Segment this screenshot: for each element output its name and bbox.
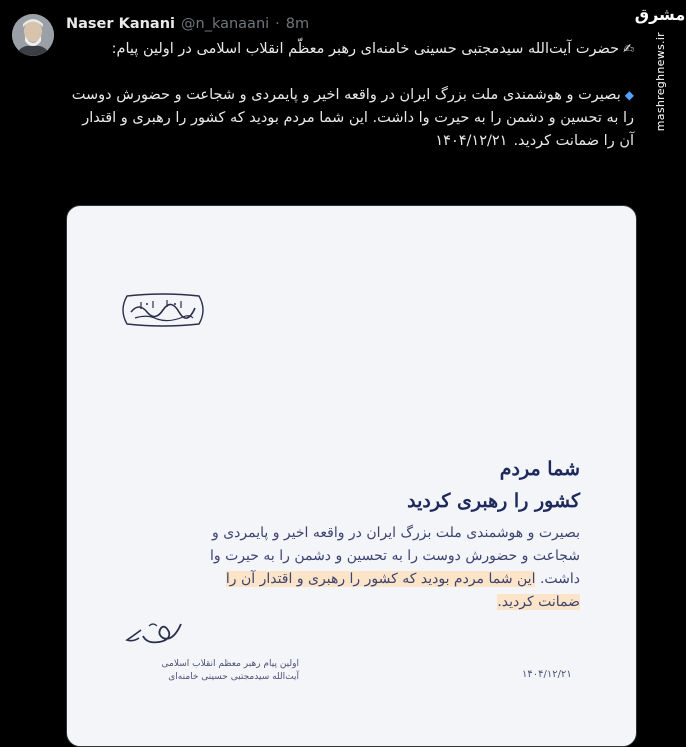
signature-icon — [119, 616, 189, 650]
writing-hand-icon: ✍ — [623, 42, 634, 57]
site-watermark — [634, 5, 686, 132]
tweet-header — [66, 14, 309, 34]
card-footer-line2: آیت‌الله سیدمجتبی حسینی خامنه‌ای — [168, 672, 299, 682]
separator-dot: · — [275, 16, 280, 32]
card-title-line1: شما مردم — [499, 458, 580, 480]
avatar[interactable] — [12, 14, 54, 56]
tweet-quote: ◆بصیرت و هوشمندی ملت بزرگ ایران در واقعه اخیر و پایمردی و شجاعت و حضورش دوست را به تحسین و دشمن را به حیرت وا داشت. این شما مردم بودید که کشور را رهبری و اقتدار آن را ضمانت کردید.۱۴۰۴/۱۲/۲۱ — [71, 87, 634, 149]
calligraphy-seal-icon — [117, 292, 209, 328]
watermark-logo: مشرق — [634, 5, 686, 24]
card-title — [407, 453, 580, 517]
blue-diamond-icon: ◆ — [624, 88, 634, 102]
card-footer-line1: اولین پیام رهبر معظم انقلاب اسلامی — [161, 659, 299, 669]
author-handle[interactable]: @n_kanaani — [181, 16, 270, 32]
tweet-image-card[interactable] — [66, 205, 637, 747]
card-title-line2: کشور را رهبری کردید — [407, 490, 580, 512]
card-body — [180, 522, 580, 614]
watermark-site: mashreghnews.ir — [653, 32, 667, 132]
tweet-time[interactable]: 8m — [285, 16, 310, 32]
avatar-image — [12, 14, 54, 56]
card-body-text: بصیرت و هوشمندی ملت بزرگ ایران در واقعه اخیر و پایمردی و شجاعت و حضورش دوست را به تحسین و دشمن را به حیرت وا داشت. — [210, 525, 580, 587]
card-footer — [119, 658, 299, 684]
card-body-highlight: این شما مردم بودید که کشور را رهبری و اقتدار آن را ضمانت کردید. — [225, 571, 580, 610]
author-name[interactable]: Naser Kanani — [66, 16, 176, 32]
card-date: ۱۴۰۴/۱۲/۲۱ — [522, 669, 572, 680]
tweet-text — [64, 38, 634, 153]
tweet-date: ۱۴۰۴/۱۲/۲۱ — [435, 133, 508, 149]
tweet-intro: ✍حضرت آیت‌الله سیدمجتبی حسینی خامنه‌ای رهبر معظّم انقلاب اسلامی در اولین پیام: — [64, 38, 634, 61]
